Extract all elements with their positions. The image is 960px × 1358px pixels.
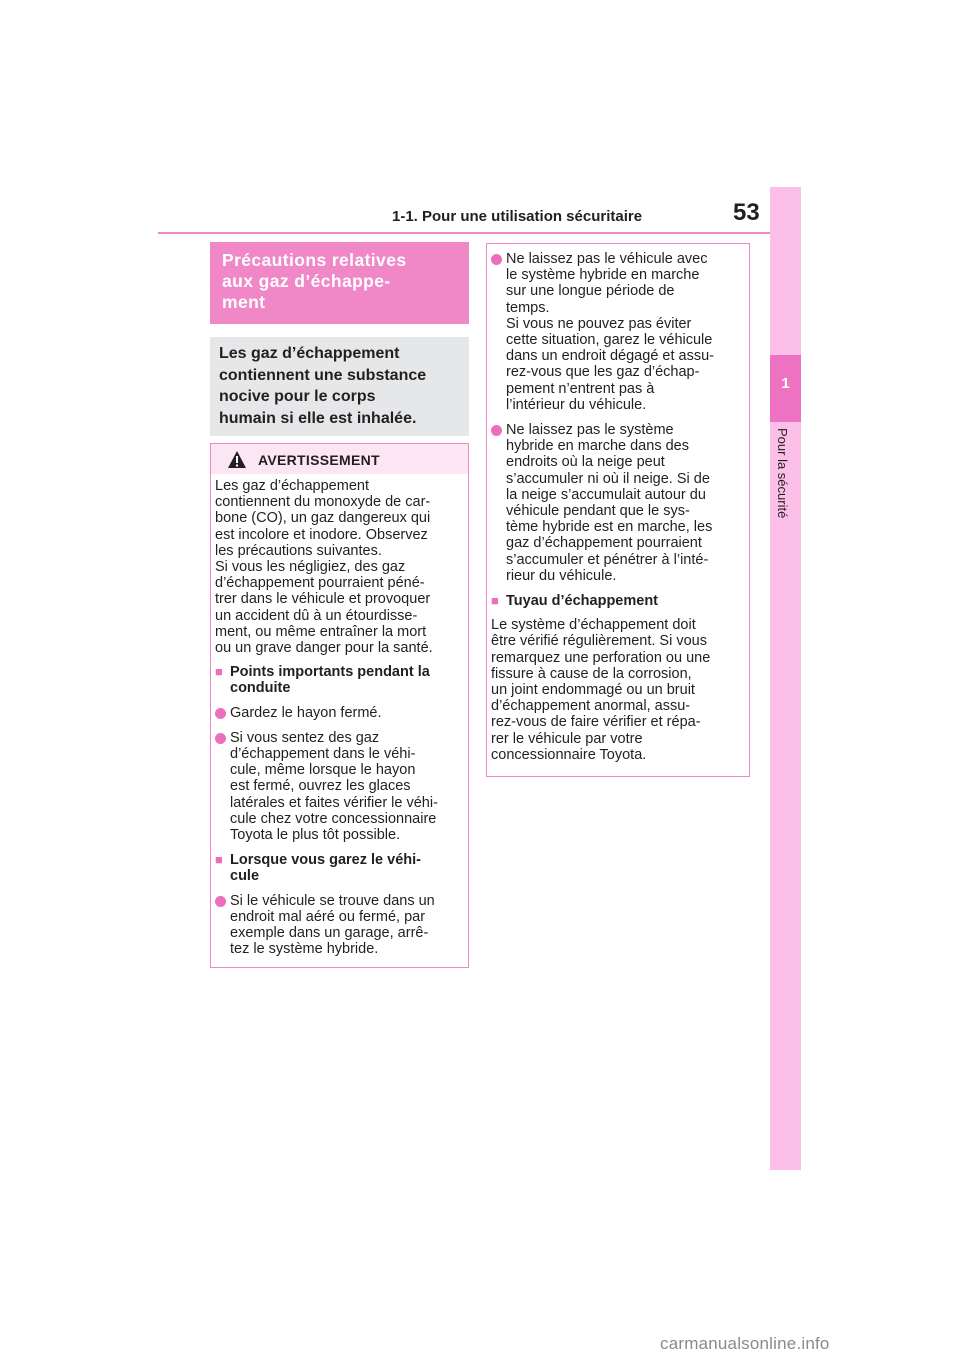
subheading-text: Points importants pendant la conduite [230,664,430,697]
bullet-dot-icon [215,730,230,843]
intro-text: Les gaz d’échappement contiennent une substance nocive pour le corps humain si elle est inhalée. [219,345,427,427]
page-number: 53 [733,199,760,226]
list-item [215,893,467,958]
bullet-dot-icon [215,893,230,958]
bullet-dot-icon [491,422,506,584]
list-item-text: Ne laissez pas le système hybride en marche dans des endroits où la neige peut s’accumuler ni où il neige. Si de la neige s’accumulait autour du véhicule pendant que le sys- tème hybride est en marche, les gaz d’échappement pourraient s’accumuler et pénétrer à l’inté- rieur du véhicule. [506,422,713,584]
warning-body [215,478,467,966]
list-item [215,705,467,721]
square-bullet-icon: ■ [491,593,499,609]
list-item [491,422,747,584]
exhaust-paragraph: Le système d’échappement doit être vérifié régulièrement. Si vous remarquez une perforation ou une fissure à cause de la corrosion, un joint endommagé ou un bruit d’échappement anormal, assu- rez-vous de faire vérifier et répa- rer le véhicule par votre concessionnaire Toyota. [491,617,711,763]
side-tab-chapter-number: 1 [781,375,790,392]
list-item-text: Si vous sentez des gaz d’échappement dans le véhi- cule, même lorsque le hayon est fermé, ouvrez les glaces latérales et faites vérifier le véhi- cule chez votre concessionnaire Toyota le plus tôt possible. [230,729,438,844]
warning-triangle-icon [227,450,247,469]
bullet-dot-icon [491,251,506,413]
bullet-dot-icon [215,705,230,721]
section-title: Précautions relatives aux gaz d’échappe- ment [222,250,407,312]
square-bullet-icon: ■ [215,664,223,680]
warning-box [210,443,469,968]
warning-label: AVERTISSEMENT [258,452,380,468]
parking-subheading [215,852,467,884]
side-tab-label: Pour la sécurité [775,428,790,519]
warning-continued-box [486,243,750,777]
warning-intro: Les gaz d’échappement contiennent du monoxyde de car- bone (CO), un gaz dangereux qui est incolore et inodore. Observez les précautions suivantes. Si vous les négligiez, des gaz d’échappement pourraient péné- trer dans le véhicule et provoquer un accident dû à un étourdisse- ment, ou même entraîner la mort ou un grave danger pour la santé. [215,478,433,657]
exhaust-subheading [491,593,747,609]
watermark: carmanualsonline.info [660,1334,830,1353]
subheading-text: Tuyau d’échappement [506,593,659,610]
list-item [215,730,467,843]
list-item-text: Gardez le hayon fermé. [230,704,382,721]
header-rule [158,232,770,234]
list-item-text: Si le véhicule se trouve dans un endroit mal aéré ou fermé, par exemple dans un garage, arrê- tez le système hybride. [230,892,435,958]
square-bullet-icon: ■ [215,852,223,868]
list-item [491,251,747,413]
section-title-box [210,242,469,324]
intro-box [210,337,469,436]
warning-header [211,444,468,474]
driving-subheading [215,664,467,696]
header-title: 1-1. Pour une utilisation sécuritaire [392,208,643,225]
subheading-text: Lorsque vous garez le véhi- cule [230,852,421,885]
list-item-text: Ne laissez pas le véhicule avec le système hybride en marche sur une longue période de temps. Si vous ne pouvez pas éviter cette situation, garez le véhicule dans un endroit dégagé et assu- rez-vous que les gaz d’échap- pement n’entrent pas à l’intérieur du véhicule. [506,251,714,413]
warning-continued-body [491,251,747,763]
side-tab [770,187,801,1170]
